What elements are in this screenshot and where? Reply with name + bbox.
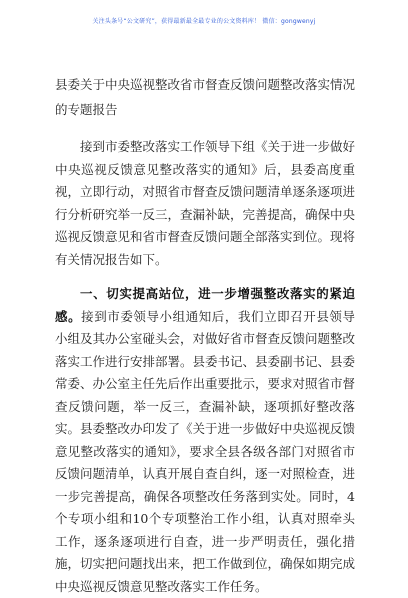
document-page [55, 72, 355, 598]
section-1-heading: 一、切实提高站位，进一步增强整改落实的紧迫感。 [55, 286, 355, 324]
intro-paragraph: 接到市委整改落实工作领导下组《关于进一步做好中央巡视反馈意见整改落实的通知》后，县委高度重视，立即行动，对照省市督查反馈问题清单逐条逐项进行分析研究举一反三，查漏补缺，完善提高，确保中央巡视反馈意见和省市督查反馈问题全部落实到位。现将有关情况报告如下。 [55, 139, 356, 267]
section-1-paragraph [55, 283, 355, 598]
section-1-body: 接到市委领导小组通知后，我们立即召开县领导小组及其办公室碰头会，对做好省市督查反馈问题整改落实工作进行安排部署。县委书记、县委副书记、县委常委、办公室主任先后作出重要批示，要求对照省市督查反馈问题，举一反三，查漏补缺，逐项抓好整改落实。县委整改办印发了《关于进一步做好中央巡视反馈意见整改落实的通知》，要求全县各级各部门对照省市反馈问题清单，认真开展自查自纠，逐一对照检查，进一步完善提高，确保各项整改任务落到实处。同时，4个专项小组和10个专项整治工作小组，认真对照牵头工作，逐条逐项进行自查，进一步严明责任，强化措施，切实把问题找出来，把工作做到位，确保如期完成中央巡视反馈意见整改落实工作任务。 [55, 308, 356, 594]
document-title: 县委关于中央巡视整改省市督查反馈问题整改落实情况的专题报告 [55, 77, 356, 117]
header-banner[interactable]: 关注头条号“公文研究”，获得最新最全最专业的公文资料库！ 微信：gongwenyj [92, 18, 316, 25]
